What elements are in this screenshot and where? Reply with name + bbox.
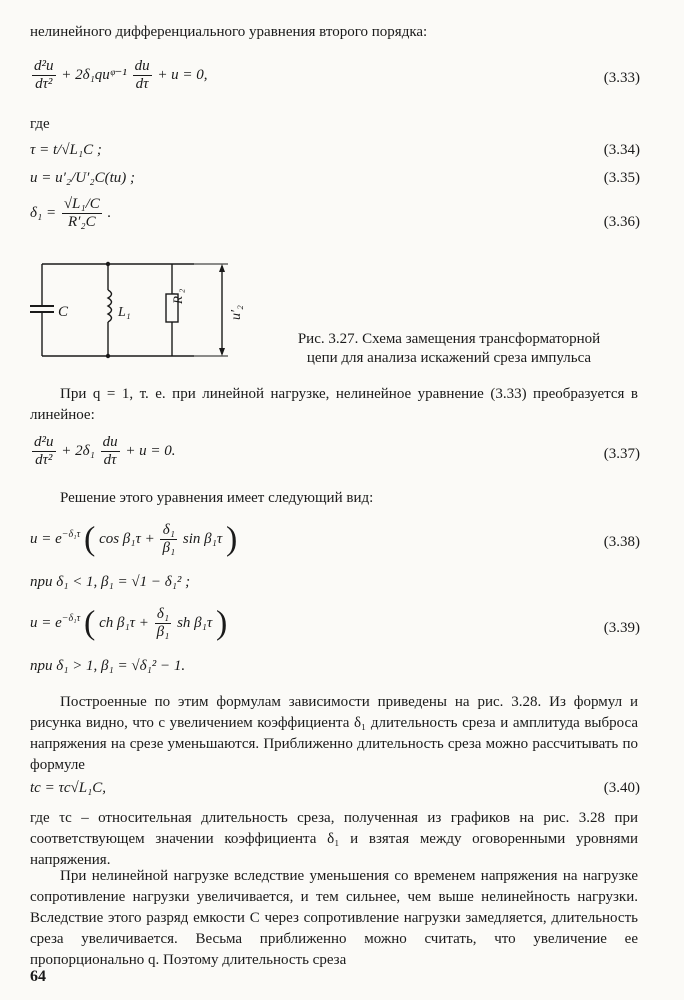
eq339-close-paren: ) [216, 604, 228, 642]
paragraph-3: Построенные по этим формулам зависимости приведены на рис. 3.28. Из формул и рисунка видно, что с увеличением коэффициента δ₁ длительность среза и амплитуда выброса напряжения на срезе уменьшаются. Приближенно длительность среза можно рассчитывать по формуле [30, 694, 638, 773]
equation-3-38 [30, 522, 237, 557]
label-inductor: L₁ [118, 305, 131, 320]
eq338-inner-b: sin β₁τ [182, 530, 223, 547]
eq338-close-paren: ) [225, 520, 238, 558]
eq338-exp: −δ₁τ [61, 528, 81, 540]
equation-3-39 [30, 606, 227, 641]
eq333-tail: + u = 0, [157, 66, 208, 83]
header-line: нелинейного дифференциального уравнения второго порядка: [30, 24, 428, 40]
eq-number-3-35: (3.35) [603, 170, 640, 186]
equation-3-40: tc = τc√L₁C, [30, 780, 107, 796]
figure-caption [258, 330, 640, 368]
condition-1: при δ₁ < 1, β₁ = √1 − δ₁² ; [30, 574, 191, 590]
eq339-frac-den: β₁ [156, 624, 170, 640]
equation-3-37 [30, 434, 176, 469]
eq336-num: √L₁/C [63, 196, 100, 212]
eq337-frac-num: du [102, 434, 118, 450]
eq339-open-paren: ( [83, 604, 96, 642]
voltage-arrow-head-bottom [219, 348, 225, 356]
eq337-lhs-den: dτ² [35, 452, 53, 468]
eq339-inner-a: ch β₁τ + [99, 614, 149, 631]
eq336-den: R′₂C [67, 214, 96, 230]
eq-number-3-33: (3.33) [603, 70, 640, 86]
paragraph-1: При q = 1, т. е. при линейной нагрузке, нелинейное уравнение (3.33) преобразуется в линейное: [30, 386, 638, 423]
eq339-frac-num: δ₁ [155, 606, 172, 624]
equation-3-36 [30, 196, 111, 231]
label-resistor: R′₂ [170, 288, 185, 304]
voltage-arrow-head-top [219, 264, 225, 272]
eq-number-3-37: (3.37) [603, 446, 640, 462]
eq338-frac-num: δ₁ [160, 522, 177, 540]
paragraph-4: где τc – относительная длительность среза, полученная из графиков на рис. 3.28 при соответствующем значении коэффициента δ₁ и взятая между оговоренными уровнями напряжения. [30, 810, 638, 868]
eq339-exp: −δ₁τ [61, 612, 81, 624]
eq338-open-paren: ( [83, 520, 96, 558]
paragraph-5: При нелинейной нагрузке вследствие уменьшения со временем напряжения на нагрузке сопротивление нагрузки увеличивается, и тем сильнее, чем выше нелинейность нагрузки. Вследствие этого разряд емкости C через сопротивление нагрузки замедляется, длительность среза увеличивается. Весьма приближенно можно считать, что увеличение ее пропорционально q. Поэтому длительность среза [30, 868, 638, 968]
eq338-lhs: u = e [30, 530, 62, 547]
label-voltage: u′₂ [229, 305, 244, 320]
equation-3-35: u = u′₂/U′₂C(tи) ; [30, 170, 136, 186]
eq333-frac-num: du [134, 58, 150, 74]
eq-number-3-38: (3.38) [603, 534, 640, 550]
equation-3-34: τ = t/√L₁C ; [30, 142, 102, 158]
eq338-inner-a: cos β₁τ + [99, 530, 155, 547]
page-number: 64 [30, 968, 46, 985]
eq337-frac-den: dτ [103, 452, 117, 468]
eq336-lhs: δ₁ = [30, 204, 57, 221]
eq-number-3-34: (3.34) [603, 142, 640, 158]
node-bottom-1 [106, 354, 110, 358]
eq333-mid: + 2δ₁quᵠ⁻¹ [61, 66, 127, 83]
eq-number-3-36: (3.36) [603, 214, 640, 230]
condition-2: при δ₁ > 1, β₁ = √δ₁² − 1. [30, 658, 186, 674]
eq337-mid: + 2δ₁ [61, 442, 95, 459]
eq337-lhs-num: d²u [34, 434, 54, 450]
eq333-lhs-num: d²u [34, 58, 54, 74]
label-capacitor: C [58, 304, 69, 320]
eq333-lhs-den: dτ² [35, 76, 53, 92]
where-label: где [30, 116, 50, 132]
eq-number-3-39: (3.39) [603, 620, 640, 636]
caption-line-1: Рис. 3.27. Схема замещения трансформаторной [297, 331, 601, 347]
eq338-frac-den: β₁ [162, 540, 176, 556]
caption-line-2: цепи для анализа искажений среза импульса [306, 350, 592, 366]
eq339-inner-b: sh β₁τ [177, 614, 213, 631]
eq339-lhs: u = e [30, 614, 62, 631]
eq333-frac-den: dτ [135, 76, 149, 92]
equation-3-33 [30, 58, 208, 93]
paragraph-2: Решение этого уравнения имеет следующий вид: [60, 490, 374, 506]
node-top-1 [106, 262, 110, 266]
inductor-coil [108, 290, 112, 322]
eq337-tail: + u = 0. [125, 442, 176, 459]
circuit-diagram [22, 254, 252, 364]
eq336-tail: . [107, 204, 112, 221]
eq-number-3-40: (3.40) [603, 780, 640, 796]
